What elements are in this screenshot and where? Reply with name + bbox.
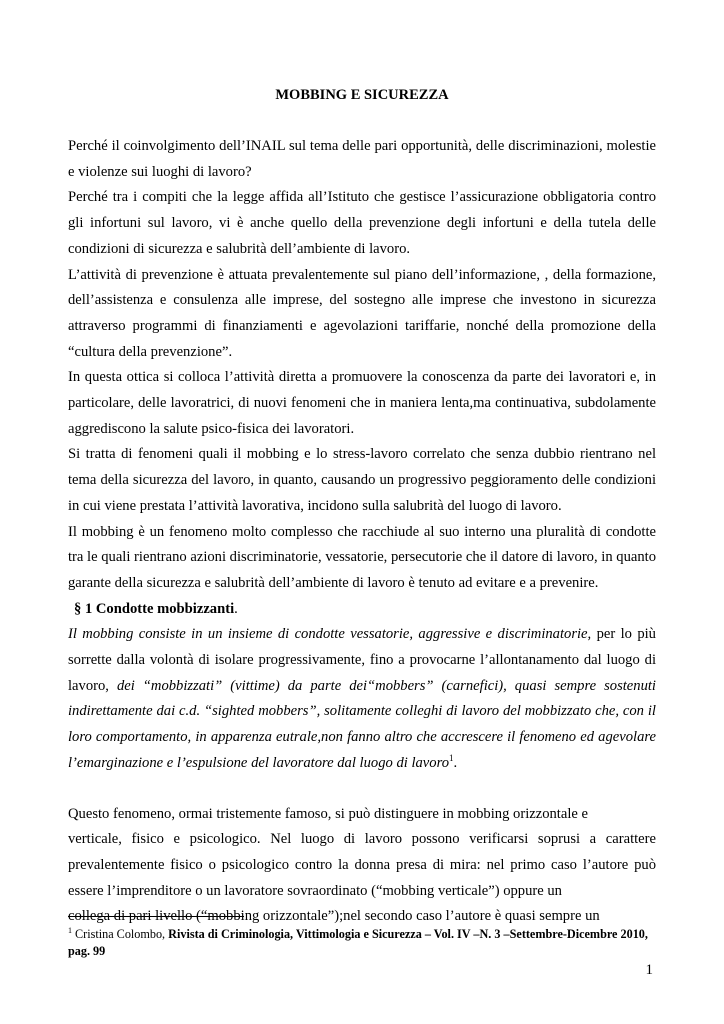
footnote [68,926,656,960]
footnote-author: Cristina Colombo, [72,927,169,941]
section-heading [68,597,656,623]
paragraph-prevention-activity: L’attività di prevenzione è attuata prevalentemente sul piano dell’informazione, , della formazione, dell’assistenza e consulenza alle imprese, del sostegno alle imprese che investono in sicurezza attraverso programmi di finanziamenti e agevolazioni tariffarie, nonché della promozione della “cultura della prevenzione”. [68,266,656,360]
page-title: MOBBING E SICUREZZA [275,87,449,103]
paragraph-institute-duties: Perché tra i compiti che la legge affida all’Istituto che gestisce l’assicurazione obbligatoria contro gli infortuni sul lavoro, vi è anche quello della prevenzione degli infortuni e della tutela delle condizioni di sicurezza e salubrità dell’ambiente di lavoro. [68,189,656,257]
paragraph-awareness: In questa ottica si colloca l’attività diretta a promuovere la conoscenza da parte dei lavoratori e, in particolare, delle lavoratrici, di nuovi fenomeni che in maniera lenta,ma continuativa, subdolamente aggrediscono la salute psico-fisica dei lavoratori. [68,369,656,437]
footnote-citation: Rivista di Criminologia, Vittimologia e Sicurezza – Vol. IV –N. 3 –Settembre-Dicembre 2010, pag. 99 [68,927,648,958]
definition-end: . [453,754,458,771]
paragraph-mobbing-definition [68,622,656,776]
section-heading-punct: . [234,600,238,617]
paragraph-phenomenon-body: verticale, fisico e psicologico. Nel luogo di lavoro possono verificarsi soprusi a carattere prevalentemente fisico o psicologico contro la donna presa di mira: nel primo caso l’autore può essere l’imprenditore o un lavoratore sovraordinato (“mobbing verticale”) oppure un [68,831,656,899]
section-heading-text: § 1 Condotte mobbizzanti [74,600,235,617]
paragraph-phenomena: Si tratta di fenomeni quali il mobbing e lo stress-lavoro correlato che senza dubbio rientrano nel tema della sicurezza del lavoro, in quanto, causando un progressivo peggioramento delle condizioni in cui viene prestata l’attività lavorativa, incidono sulla salubrità del luogo di lavoro. [68,446,656,514]
definition-italic-2: dei “mobbizzati” (vittime) da parte dei“mobbers” (carnefici), quasi sempre sostenuti indirettamente dai c.d. “sighted mobbers”, solitamente colleghi di lavoro del mobbizzato che, con il loro comportamento, in apparenza eutrale,non fanno altro che accrescere il fenomeno ed agevolare l’emarginazione e l’espulsione del lavoratore dal luogo di lavoro [68,677,656,771]
footnote-separator [68,916,244,917]
footnote-marker: 1 [68,925,72,935]
paragraph-phenomenon-line-3: collega di pari livello (“mobbing orizzontale”);nel secondo caso l’autore è quasi sempre un [68,908,600,925]
definition-normal-1: per lo più sorrette dalla volontà di isolare progressivamente, fino a provocarne l’allontanamento dal luogo di lavoro, [68,626,656,694]
page-number: 1 [645,962,653,978]
document-body [68,134,656,930]
paragraph-mobbing-complex: Il mobbing è un fenomeno molto complesso che racchiude al suo interno una pluralità di condotte tra le quali rientrano azioni discriminatorie, vessatorie, persecutorie che il datore di lavoro, in quanto garante della sicurezza e salubrità dell’ambiente di lavoro è tenuto ad evitare e a prevenire. [68,523,656,591]
footnote-reference[interactable]: 1 [449,753,454,764]
definition-italic-1: Il mobbing consiste in un insieme di condotte vessatorie, aggressive e discriminatorie, [68,626,592,643]
paragraph-gap [68,777,656,802]
paragraph-inail-question: Perché il coinvolgimento dell’INAIL sul tema delle pari opportunità, delle discriminazioni, molestie e violenze sui luoghi di lavoro? [68,138,656,180]
paragraph-phenomenon-line-1: Questo fenomeno, ormai tristemente famoso, si può distinguere in mobbing orizzontale e [68,805,588,822]
